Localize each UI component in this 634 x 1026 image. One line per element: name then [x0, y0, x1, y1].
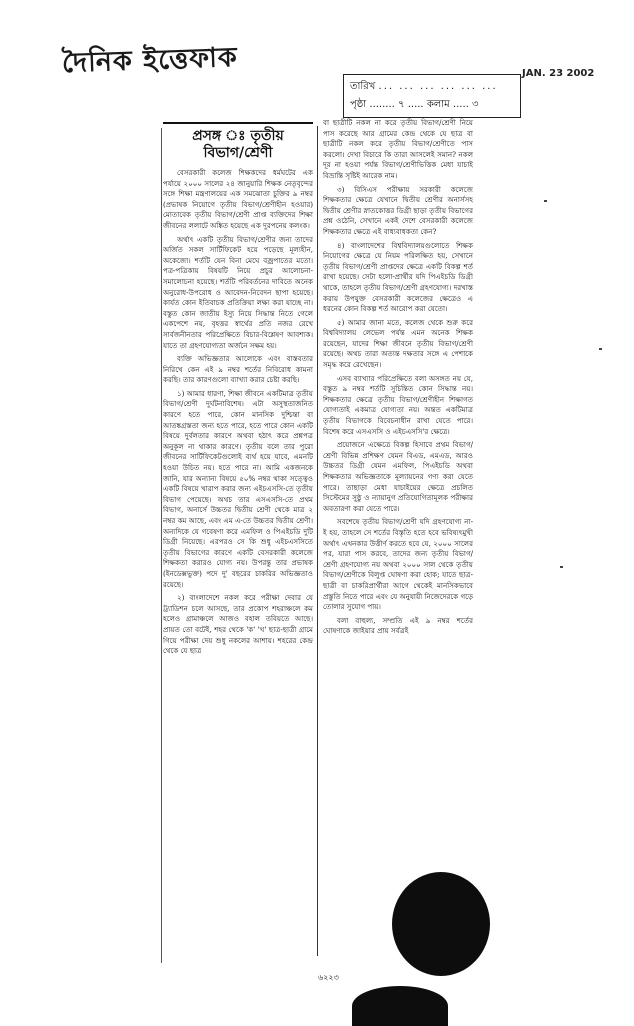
- scan-speck: [560, 566, 563, 568]
- paragraph: বা ছাত্রীটি নকল না করে তৃতীয় বিভাগ/শ্রেণী নিয়ে পাস করেছে আর গ্রামের কেন্দ্র থেকে যে ছাত্র বা ছাত্রীটি নকল করে তৃতীয় বিভাগ/শ্রেণীতে পাস করলো। দেখা বিচারে কি তারা আসলেই সমান? নকল দূর না হওয়া পর্যন্ত বিভাগ/শ্রেণীভিত্তিক মেধা যাচাই বিভ্রান্তি সৃষ্টিই আরেক নাম।: [323, 118, 473, 180]
- page-label: পৃষ্ঠা: [350, 99, 367, 110]
- paragraph: ৫) আমার জানা মতে, কলেজ থেকে শুরু করে বিশ্ববিদ্যালয় লেভেল পর্যন্ত এমন অনেক শিক্ষক রয়েছেন, যাদের শিক্ষা জীবনে তৃতীয় বিভাগ/শ্রেণী রয়েছে। অথচ তারা অত্যন্ত দক্ষতার সঙ্গে এ পেশাকে সমৃদ্ধ করে রেখেছেন।: [323, 317, 473, 370]
- column-value: ৩: [472, 99, 479, 110]
- column-sep: .....: [407, 99, 424, 110]
- received-date-stamp: JAN. 23 2002: [522, 68, 595, 79]
- ink-blot: [352, 986, 448, 1026]
- paragraph: প্রয়োজনে এক্ষেত্রে বিকল্প হিসাবে প্রথম বিভাগ/শ্রেণী বিভিন্ন প্রশিক্ষণ যেমন বিএড, এমএড, আরও উচ্চতর ডিগ্রী যেমন এমফিল, পিএইচডি অথবা শিক্ষকতার অভিজ্ঞতাকে মূল্যায়নের গণ্য করা যেতে পারে। তাছাড়া মেধা যাচাইয়ের ক্ষেত্রে প্রচলিত সিস্টেমের সুষ্ঠু ও ন্যায়ানুগ প্রতিযোগিতামূলক পরীক্ষার অবতারণা করা যেতে পারে।: [323, 440, 473, 513]
- paragraph: এসব ব্যাখ্যার পরিপ্রেক্ষিতে বলা অসঙ্গত নয় যে, বস্তুত ৯ নম্বর শর্তটি সুচিন্তিত কোন সিদ্ধান্ত নয়। শিক্ষকতার ক্ষেত্রে তৃতীয় বিভাগ/শ্রেণীহীন শিক্ষাগত যোগ্যতাই একমাত্র যোগ্যতা নয়। অন্তত একটিমাত্র তৃতীয় বিভাগকে বিবেচনাধীন রাখা যেতে পারে। বিশেষ করে এসএসসি ও এইচএসসি'র ক্ষেত্রে।: [323, 373, 473, 436]
- date-label: তারিখ: [350, 81, 376, 92]
- date-page-stamp-box: [343, 74, 521, 118]
- page-sep: ........: [369, 99, 395, 110]
- newspaper-clipping: [163, 118, 490, 976]
- date-dots: ... ... ... ... ... ...: [378, 81, 498, 92]
- paragraph: সবশেষে তৃতীয় বিভাগ/শ্রেণী যদি গ্রহণযোগ্য না-ই হয়, তাহলে সে শর্তের বিস্তৃতি হতে হবে ভবিষ্যৎমুখী অর্থাৎ এখনকার উত্তীর্ণ করতে হবে যে, ২০০০ সালের পর, যারা পাস করবে, তাদের জন্য তৃতীয় বিভাগ/শ্রেণী গ্রহণযোগ্য নয় অথবা ২০০০ সাল থেকে তৃতীয় বিভাগ/শ্রেণীকে বিলুপ্ত ঘোষণা করা হোক; যাতে ছাত্র-ছাত্রী বা চাকরিপ্রার্থীরা আগে থেকেই মানসিকভাবে প্রস্তুতি নিতে পারে এবং যে অনুযায়ী নিজেদেরকে গড়ে তোলার সুযোগ পায়।: [323, 517, 473, 612]
- column-label: কলাম: [426, 99, 450, 110]
- paragraph: বেসরকারী কলেজ শিক্ষকদের ধর্মঘটের এক পর্যায়ে ২০০০ সালের ২৪ জানুয়ারি শিক্ষক নেতৃবৃন্দের সঙ্গে শিক্ষা মন্ত্রণালয়ের এক সমঝোতা চুক্তির ৯ নম্বর (প্রভাষক নিয়োগে তৃতীয় বিভাগ/শ্রেণীহীন হওয়ার) মোতাবেক তৃতীয় বিভাগ/শ্রেণী প্রাপ্ত ব্যক্তিদের শিক্ষা জীবনের ললাটে অঙ্কিত হয়েছে এক দুরপনেয় কলংক।: [163, 168, 313, 230]
- clip-edge: [161, 128, 162, 963]
- column-divider: [317, 126, 318, 956]
- paragraph: ৪) বাংলাদেশের বিশ্ববিদ্যালয়গুলোতে শিক্ষক নিয়োগের ক্ষেত্রে যে নিয়ম পরিলক্ষিত হয়, সেখানে তৃতীয় বিভাগ/শ্রেণী প্রাপ্তদের ক্ষেত্রে একটি বিকল্প শর্ত রাখা হয়েছে। সেটা হলো-প্রার্থীর যদি পিএইচডি ডিগ্রী থাকে, তাহলে তৃতীয় বিভাগ/শ্রেণী গ্রহণযোগ্য। দরখাস্ত করায় উপযুক্ত বেসরকারী কলেজের ক্ষেত্রেও এ ধরনের কোন বিকল্প শর্ত আরোপ করা যেতো।: [323, 240, 473, 314]
- paragraph: ৩) বিসিএস পরীক্ষায় সরকারী কলেজে শিক্ষকতার ক্ষেত্রে যেখানে দ্বিতীয় শ্রেণীর অনার্সসহ দ্বিতীয় শ্রেণীর স্নাতকোত্তর ডিগ্রী ছাড়া তৃতীয় বিভাগের প্রশ্ন ওঠেনি, সেখানে একই দেশে বেসরকারী কলেজে শিক্ষকতার ক্ষেত্রে এই বাধ্যবাধকতা কেন?: [323, 184, 473, 236]
- column-sep-2: .....: [452, 99, 469, 110]
- paragraph: ২) বাংলাদেশে নকল করে পরীক্ষা দেবার যে ট্র্যাডিশন চলে আসছে, তার প্রকোপ শহরাঞ্চলে কম হলেও গ্রামাঞ্চলে আজও বহাল তবিয়তে আছে। প্রায়ত তো বটেই, শহর থেকে 'ক' 'খ' ছাত্র-ছাত্রী গ্রামে গিয়ে পরীক্ষা দেয় শুধু নকলের আশায়। শহরের কেন্দ্র থেকে যে ছাত্র: [163, 593, 313, 656]
- newspaper-masthead: দৈনিক ইত্তেফাক: [61, 41, 239, 80]
- page-value: ৭: [398, 99, 405, 110]
- paragraph: অর্থাৎ একটি তৃতীয় বিভাগ/শ্রেণীর জন্য তাদের অর্জিত সকল সার্টিফিকেট হয়ে পড়েছে মূল্যহীন, অকেজো। শর্তটি যেন বিনা মেঘে বজ্রপাতের মতো। পত্র-পত্রিকায় বিষয়টি নিয়ে প্রচুর আলোচনা-সমালোচনা হয়েছে। শর্তটি পরিবর্তনের দাবিতে অনেক অনুরোধ-উপরোধ ও আবেদন-নিবেদন ছাপা হয়েছে। কার্যত কোন ইতিবাচক প্রতিক্রিয়া লক্ষ্য করা যাচ্ছে না। বস্তুত কোন জাতীয় ইস্যু নিয়ে সিদ্ধান্ত নিতে গেলে একপেশে নয়, বৃহত্তর স্বার্থের প্রতি নজর রেখে সার্বজনীনতার পরিপ্রেক্ষিতে বিচার-বিশ্লেষণ আবশ্যক। যাতে তা গ্রহণযোগ্যতা অর্জনে সক্ষম হয়।: [163, 234, 313, 350]
- article-headline: [163, 122, 313, 162]
- paragraph: বলা বাহুল্য, সম্প্রতি এই ৯ নম্বর শর্তের ঘোষণাকে জাইয়ার প্রায় সর্বত্রই: [323, 615, 473, 636]
- scan-speck: [599, 348, 602, 350]
- clipping-code: ৬২২৩: [318, 973, 339, 982]
- headline-line-2: বিভাগ/শ্রেণী: [203, 145, 273, 161]
- article-right-column: [323, 118, 473, 924]
- paragraph: ১) আমার ধারণা, শিক্ষা জীবনে একটিমাত্র তৃতীয় বিভাগ/শ্রেণী দুর্ঘটনাবিশেষ। এটা অসুস্থতাজনিত কারণে হতে পারে, কোন মানসিক দুশ্চিন্তা বা আতঙ্কগ্রস্ততা জন্য হতে পারে, হতে পারে কোন একটি বিষয়ে দুর্বলতার কারণে অথবা হঠাৎ করে প্রশ্নপত্র অনুকূল না থাকার কারণে। তৃতীয় বলে তার পুরো জীবনের সার্টিফিকেটগুলোই ব্যর্থ হয়ে যাবে, এমনটি হওয়া উচিত নয়। হতে পারে না। আমি একজনকে জানি, যার অন্যান্য বিষয়ে ৫০% নম্বর থাকা সত্ত্বেও একটি বিষয়ে খারাপ করার জন্য এইচএসসি-তে তৃতীয় বিভাগ পেয়েছে। অথচ তার এসএসসি-তে প্রথম বিভাগ, অনার্সে উচ্চতর দ্বিতীয় শ্রেণী থেকে মাত্র ২ নম্বর কম আছে, এবং এম এ-তে উচ্চতর দ্বিতীয় শ্রেণী। অন্যদিকে যে গবেষণা করে এমফিল ও পিএইচডি দুটি ডিগ্রী নিয়েছে। এরপরও সে কি শুধু এইচএসসিতে তৃতীয় বিভাগের কারণে একটি বেসরকারী কলেজে শিক্ষকতা করারও যোগ্য নয়। উপরন্তু তার প্রভাষক (ইনডেক্সভুক্ত) পদে দু' বছরের চাকরির অভিজ্ঞতাও রয়েছে।: [163, 388, 313, 589]
- headline-line-1: প্রসঙ্গ ঃ তৃতীয়: [192, 128, 284, 144]
- article-left-column: [163, 118, 313, 976]
- scan-speck: [544, 200, 547, 202]
- ink-blot: [392, 872, 490, 976]
- paragraph: ব্যক্তি অভিজ্ঞতার আলোকে এবং বাস্তবতার নিরিখে কেন এই ৯ নম্বর শর্তের নিবিরোধ কামনা করছি। তার কারণগুলো ব্যাখ্যা করার চেষ্টা করছি।: [163, 354, 313, 385]
